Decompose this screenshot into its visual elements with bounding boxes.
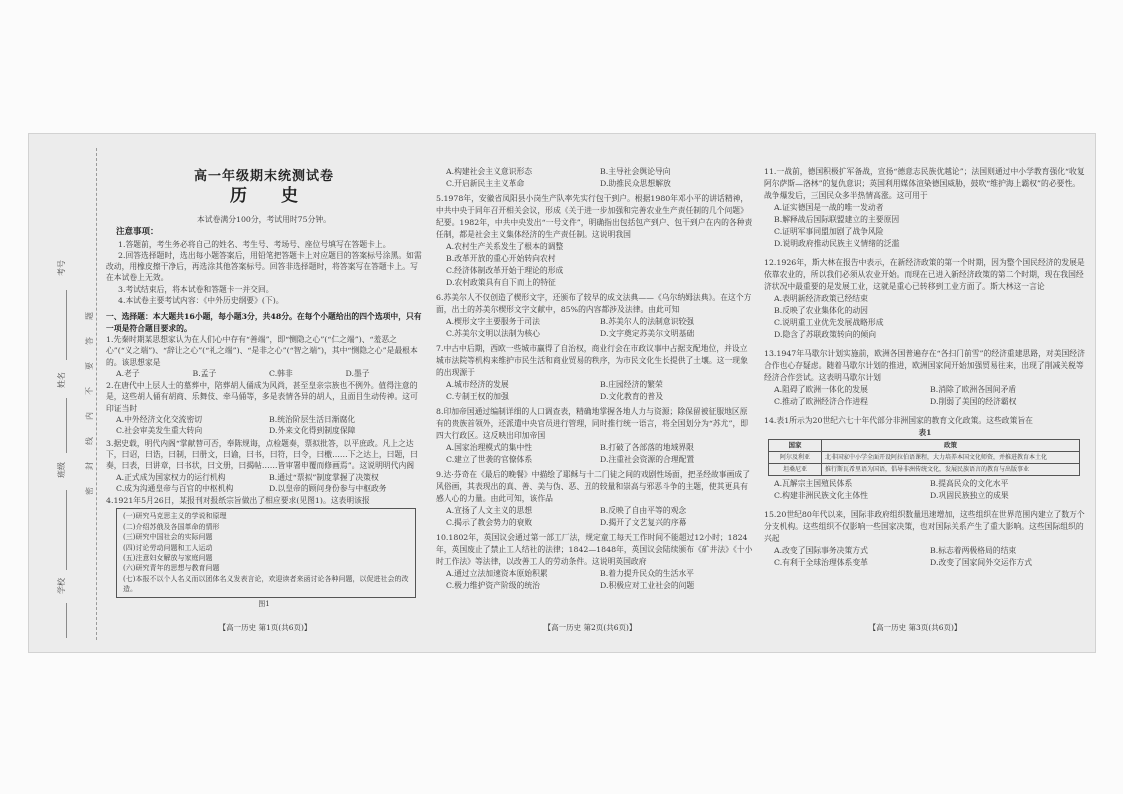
option-c: C.专制王权的加强 xyxy=(446,392,509,401)
page-footer-1: 【高一历史 第1页(共6页)】 xyxy=(218,623,312,632)
question-options xyxy=(106,414,422,437)
question-stem: 8.印加帝国通过编制详细的人口调查表，精确地掌握各地人力与资源；除保留被征服地区原有的贵族首领外，还派遣中央官员进行管理，同时推行统一语言，将全国划分为“苏尤”，即四大行政区。这反映出印加帝国 xyxy=(436,407,749,440)
question-stem: 1.先秦时期某思想家认为在人们心中存有“善端”，即“恻隐之心”(“仁之端”)、“羞恶之心”(“义之端”)、“辞让之心”(“礼之端”)、“是非之心”(“智之端”)，其中“恻隐之心”是最根本的。该思想家是 xyxy=(106,334,418,367)
option-c: C.韩非 xyxy=(269,368,293,378)
table-1-caption: 表1 xyxy=(918,428,932,437)
notice-item: 4.本试卷主要考试内容：《中外历史纲要》(下)。 xyxy=(118,296,284,306)
question-1 xyxy=(106,334,422,379)
option-d: D.文字奠定苏美尔文明基础 xyxy=(600,329,695,338)
option-a: A.城市经济的发展 xyxy=(446,380,509,389)
option-d: D.农村政策具有自下而上的特征 xyxy=(446,278,556,287)
figure-line: (二)介绍苏俄及各国革命的情形 xyxy=(123,522,220,531)
table-cell-policy: 推行斯瓦希里语为国语，倡导非洲传统文化，发展民族语言的教育与出版事业 xyxy=(822,464,1080,476)
question-options xyxy=(436,241,754,289)
option-c: C.说明重工业优先发展战略形成 xyxy=(774,318,884,327)
figure-line: (七)本报不以个人名义而以团体名义发表言论，欢迎读者来函讨论各种问题，以促进社会的改造。 xyxy=(123,574,409,594)
page-footer-3: 【高一历史 第3页(共6页)】 xyxy=(868,623,962,632)
question-stem: 12.1926年，斯大林在报告中表示，在新经济政策的第一个时期，因为整个国民经济的发展是依靠农业的，所以我们必须从农业开始。而现在已进入新经济政策的第二个时期，现在我国经济状况中最重要的是发展工业，这就是重心已转移到工业方面了。斯大林这一言论 xyxy=(764,258,1085,291)
table-row xyxy=(769,464,1080,476)
question-9 xyxy=(436,469,754,529)
margin-label-class: 班级 xyxy=(57,462,66,478)
option-a: A.宣扬了人文主义的思想 xyxy=(446,506,533,515)
question-11 xyxy=(764,166,1086,250)
table-row xyxy=(769,452,1080,464)
question-options xyxy=(106,472,422,495)
question-stem: 10.1802年，英国议会通过第一部工厂法，规定童工每天工作时间不能超过12小时；1824年，英国废止了禁止工人结社的法律；1842—1848年，英国议会陆续颁布《矿井法》《十小时工作法》等法律，以改善工人的劳动条件。这说明英国政府 xyxy=(436,533,753,566)
option-b: B.反映了自由平等的观念 xyxy=(600,506,687,515)
option-b: B.统治阶层生活日渐腐化 xyxy=(269,415,356,425)
question-options xyxy=(764,478,1086,502)
question-options xyxy=(436,316,754,340)
figure-1-caption: 图1 xyxy=(258,599,270,608)
question-options xyxy=(436,442,754,466)
fill-line-exam-number xyxy=(66,290,67,360)
margin-label-exam-number: 考号 xyxy=(57,260,66,276)
option-c: C.极力维护资产阶级的统治 xyxy=(446,581,540,590)
option-c: C.苏美尔文明以法制为核心 xyxy=(446,329,540,338)
question-options xyxy=(764,545,1086,569)
option-a: A.证实德国是一战的唯一发动者 xyxy=(774,203,884,212)
section-heading: 一、选择题：本大题共16小题，每小题3分，共48分。在每个小题给出的四个选项中，只有一项是符合题目要求的。 xyxy=(106,312,422,333)
question-options xyxy=(106,368,422,379)
option-c: C.有利于全球治理体系变革 xyxy=(774,558,868,567)
question-stem: 4.1921年5月26日，某报刊对报纸宗旨做出了相应要求(见图1)。这表明该报 xyxy=(106,496,370,506)
binding-dashed-line xyxy=(96,148,97,640)
option-a: A.楔形文字主要服务于司法 xyxy=(446,317,540,326)
option-a: A.正式成为国家权力的运行机构 xyxy=(116,472,226,482)
option-c: C.经济体制改革开始于理论的形成 xyxy=(446,266,564,275)
column-1 xyxy=(106,169,422,611)
option-a: A.表明新经济政策已经结束 xyxy=(774,294,868,303)
score-info: 本试卷满分100分，考试用时75分钟。 xyxy=(197,215,331,224)
fill-line-class xyxy=(66,490,67,570)
option-c: C.建立了世袭的官僚体系 xyxy=(446,455,533,464)
option-b: B.反映了农业集体化的动因 xyxy=(774,306,868,315)
question-options xyxy=(764,202,1086,250)
notice-item: 1.答题前，考生务必将自己的姓名、考生号、考场号、座位号填写在答题卡上。 xyxy=(118,239,391,249)
option-b: B.着力提升民众的生活水平 xyxy=(600,569,694,578)
column-2 xyxy=(436,166,754,595)
option-c: C.成为沟通皇帝与百官的中枢机构 xyxy=(116,483,234,493)
option-d: D.隐含了苏联政策转向的倾向 xyxy=(774,330,877,339)
option-d: D.助推民众思想解放 xyxy=(600,179,671,188)
figure-line: (三)研究中国社会的实际问题 xyxy=(123,533,213,542)
table-cell-country: 坦桑尼亚 xyxy=(769,464,822,476)
seal-line-text: 密封线内不要答题 xyxy=(85,295,94,495)
question-stem: 13.1947年马歇尔计划实施前，欧洲各国普遍存在“各扫门前雪”的经济重建思路，对美国经济合作也心存疑虑。随着马歇尔计划的推进，欧洲国家间开始加强贸易往来，出现了削减关税等经济合作尝试。这表明马歇尔计划 xyxy=(764,349,1085,382)
figure-line: (一)研究马克思主义的学说和原理 xyxy=(123,512,227,521)
option-c: C.推动了欧洲经济合作进程 xyxy=(774,397,868,406)
question-options xyxy=(436,505,754,529)
fill-line-name xyxy=(66,398,67,453)
option-b: B.主导社会舆论导向 xyxy=(600,167,671,176)
table-cell-policy: 北非国家中小学全面开设阿拉伯语课程，大力培养本国文化师资，并推进教育本土化 xyxy=(822,452,1080,464)
option-b: B.标志着两极格局的结束 xyxy=(930,546,1017,555)
exam-subject: 历 史 xyxy=(230,186,312,206)
question-stem: 11.一战前，德国积极扩军备战，宣扬“德意志民族优越论”；法国则通过中小学教育强化“收复阿尔萨斯—洛林”的复仇意识；英国利用媒体渲染德国威胁，鼓吹“维护海上霸权”的必要性。战争爆发后，三国民众多半热情高涨。这可用于 xyxy=(764,167,1085,200)
figure-line: (五)注意妇女解放与家庭问题 xyxy=(123,554,213,563)
option-a: A.瓦解宗主国殖民体系 xyxy=(774,479,853,488)
question-stem: 9.达·芬奇在《最后的晚餐》中描绘了耶稣与十二门徒之间的戏剧性场面，把圣经故事画成了风俗画，其表现出的真、善、美与伪、恶、丑的较量和崇高与邪恶斗争的主题，使其更具有感人心的力量。由此可知，该作品 xyxy=(436,470,750,503)
question-options xyxy=(764,293,1086,341)
question-stem: 14.表1所示为20世纪六七十年代部分非洲国家的教育文化政策。这些政策旨在 xyxy=(764,416,1033,425)
notice-item: 3.考试结束后，将本试卷和答题卡一并交回。 xyxy=(118,284,274,294)
option-c: C.揭示了教会势力的衰败 xyxy=(446,518,533,527)
option-b: B.孟子 xyxy=(192,368,217,378)
option-d: D.文化教育的普及 xyxy=(600,392,664,401)
option-d: D.外来文化得到制度保障 xyxy=(269,426,356,436)
question-8 xyxy=(436,406,754,466)
option-d: D.巩固民族独立的成果 xyxy=(930,491,1009,500)
option-b: B.通过“票拟”制度掌握了决策权 xyxy=(269,472,379,482)
option-d: D.以皇帝的顾问身份参与中枢政务 xyxy=(269,483,387,493)
option-a: A.构建社会主义意识形态 xyxy=(446,167,533,176)
option-b: B.改革开放的重心开始转向农村 xyxy=(446,254,556,263)
question-5 xyxy=(436,193,754,289)
figure-line: (四)讨论劳动问题和工人运动 xyxy=(123,543,213,552)
option-d: D.揭开了文艺复兴的序幕 xyxy=(600,518,687,527)
question-7 xyxy=(436,343,754,403)
option-b: B.提高民众的文化水平 xyxy=(930,479,1009,488)
option-c: C.构建非洲民族文化主体性 xyxy=(774,491,868,500)
question-4 xyxy=(106,495,422,610)
question-13 xyxy=(764,348,1086,408)
option-a: A.农村生产关系发生了根本的调整 xyxy=(446,242,564,251)
question-14 xyxy=(764,415,1086,502)
question-options xyxy=(764,384,1086,408)
table-header-cell: 政策 xyxy=(822,440,1080,452)
notice-item: 2.回答选择题时，选出每小题答案后，用铅笔把答题卡上对应题目的答案标号涂黑。如需改动，用橡皮擦干净后，再选涂其他答案标号。回答非选择题时，将答案写在答题卡上。写在本试卷上无效。 xyxy=(106,250,422,283)
question-stem: 7.中古中后期，西欧一些城市赢得了自治权，商业行会在市政议事中占据支配地位，并设立城市法院等机构来维护市民生活和商业贸易的秩序，为市民文化生长提供了土壤。这一现象的出现源于 xyxy=(436,344,748,377)
option-a: A.老子 xyxy=(116,368,140,378)
figure-1-box xyxy=(116,508,416,597)
question-12 xyxy=(764,257,1086,341)
margin-label-school: 学校 xyxy=(57,578,66,594)
option-b: B.消除了欧洲各国间矛盾 xyxy=(930,385,1017,394)
option-b: B.打破了各部落的地域界限 xyxy=(600,443,694,452)
exam-title: 高一年级期末统测试卷 xyxy=(193,169,334,184)
option-d: D.积极应对工业社会的问题 xyxy=(600,581,695,590)
question-stem: 2.在唐代中上层人士的墓葬中，陪葬胡人俑成为风尚，甚至皇亲宗族也不例外。值得注意的是，这些胡人俑有胡商、乐舞伎、牵马俑等，多是表情各异的胡人，且面目生动传神。这可印证当时 xyxy=(106,381,418,413)
question-10 xyxy=(436,532,754,592)
question-stem: 5.1978年，安徽省凤阳县小岗生产队率先实行包干到户。根据1980年邓小平的讲话精神，中共中央于同年召开相关会议，形成《关于进一步加强和完善农业生产责任制的几个问题》纪要。1982年，中共中央发出“一号文件”，明确指出包括包产到户、包干到户在内的各种责任制，都是社会主义集体经济的生产责任制。这说明我国 xyxy=(436,194,753,239)
figure-line: (六)研究青年的思想与教育问题 xyxy=(123,564,220,573)
option-b: B.庄园经济的繁荣 xyxy=(600,380,663,389)
option-d: D.削弱了美国的经济霸权 xyxy=(930,397,1017,406)
question-4-options xyxy=(436,166,754,190)
option-a: A.改变了国际事务决策方式 xyxy=(774,546,868,555)
option-a: A.中外经济文化交流密切 xyxy=(116,415,203,425)
page-footer-2: 【高一历史 第2页(共6页)】 xyxy=(543,623,637,632)
option-d: D.改变了国家间外交运作方式 xyxy=(930,558,1033,567)
option-b: B.解释战后国际联盟建立的主要原因 xyxy=(774,215,900,224)
option-d: D.墨子 xyxy=(345,368,370,378)
option-b: B.苏美尔人的法制意识较强 xyxy=(600,317,694,326)
question-options xyxy=(436,166,754,190)
table-header-cell: 国家 xyxy=(769,440,822,452)
table-header-row xyxy=(769,440,1080,452)
option-c: C.社会审美发生重大转向 xyxy=(116,426,203,436)
margin-label-name: 姓名 xyxy=(57,372,66,388)
option-a: A.通过立法加速资本原始积累 xyxy=(446,569,548,578)
question-6 xyxy=(436,292,754,340)
column-3 xyxy=(764,166,1086,576)
option-c: C.证明军事同盟加剧了战争风险 xyxy=(774,227,884,236)
question-2 xyxy=(106,380,422,436)
question-stem: 15.20世纪80年代以来，国际非政府组织数量迅速增加，这些组织在世界范围内建立了数万个分支机构。这些组织不仅影响一些国家决策，也对国际关系产生了重大影响。这些国际组织的兴起 xyxy=(764,510,1085,543)
fill-line-school xyxy=(66,603,67,638)
question-stem: 6.苏美尔人不仅创造了楔形文字，还颁布了较早的成文法典——《乌尔纳姆法典》。在这个方面，出土的苏美尔楔形文字文献中，85%的内容都涉及法律。由此可知 xyxy=(436,293,752,314)
table-cell-country: 阿尔及利亚 xyxy=(769,452,822,464)
option-d: D.说明政府推动民族主义情绪的泛滥 xyxy=(774,239,900,248)
notice-heading: 注意事项： xyxy=(116,227,159,238)
table-1 xyxy=(768,439,1080,476)
question-3 xyxy=(106,438,422,494)
question-options xyxy=(436,568,754,592)
question-stem: 3.据史载，明代内阁“掌献替可否，奉陈规诲，点检题奏，票拟批答，以平庶政。凡上之达下，曰诏，曰诰，曰制，曰册文，曰谕，曰书，曰符，曰令，曰檄……下之达上，曰题，曰奏，曰表，曰讲章，曰书状，曰文册，曰揭帖……皆审署申覆而修画焉”。这说明明代内阁 xyxy=(106,438,418,471)
option-d: D.注重社会资源的合理配置 xyxy=(600,455,695,464)
question-options xyxy=(436,379,754,403)
option-a: A.国家治理模式的集中性 xyxy=(446,443,533,452)
question-15 xyxy=(764,509,1086,569)
option-a: A.阻碍了欧洲一体化的发展 xyxy=(774,385,868,394)
option-c: C.开启新民主主义革命 xyxy=(446,179,525,188)
